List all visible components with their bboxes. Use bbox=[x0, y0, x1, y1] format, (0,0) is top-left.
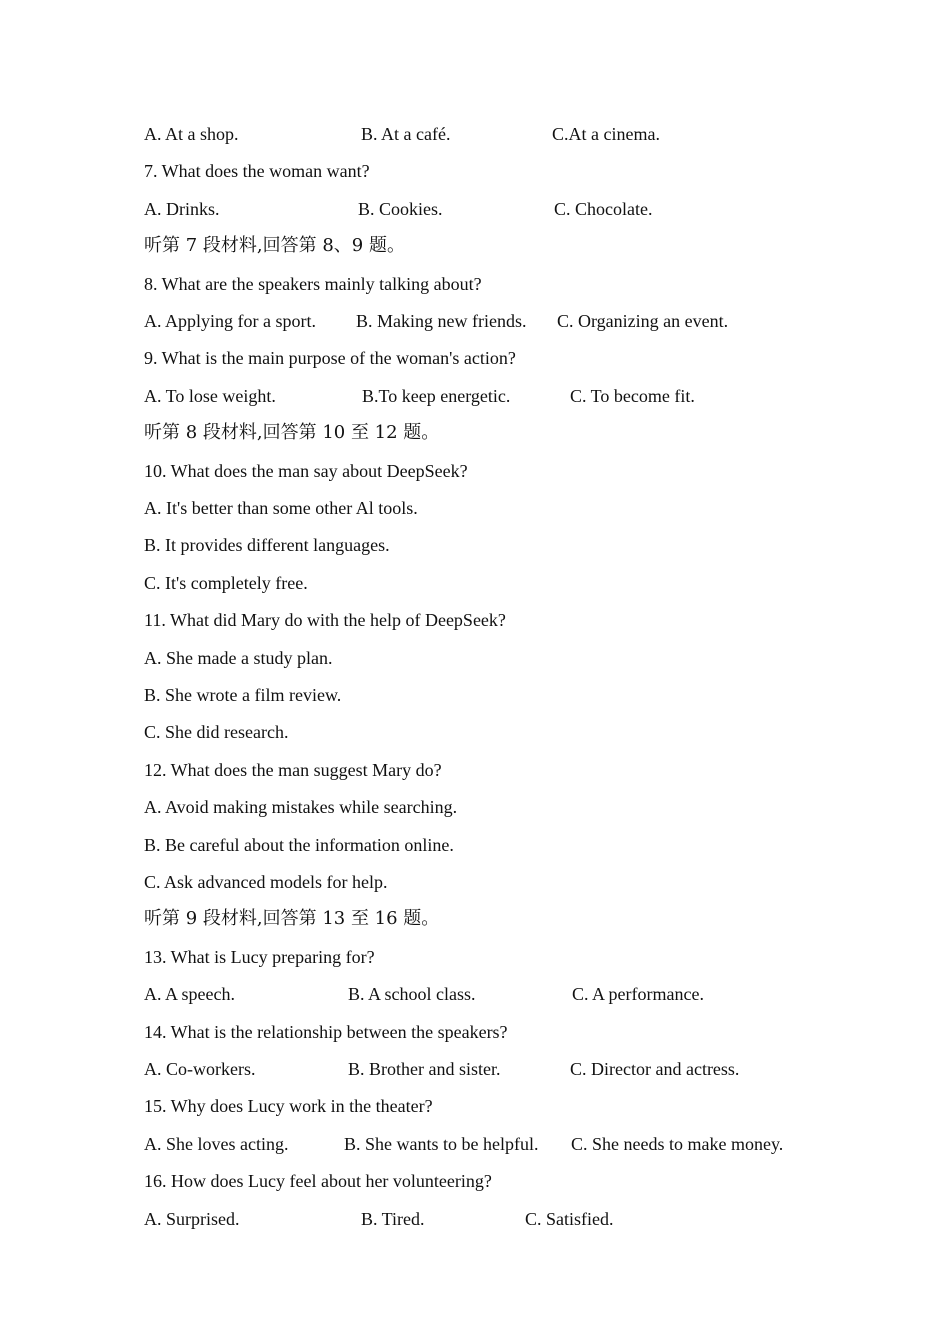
question: 9. What is the main purpose of the woman's action? bbox=[144, 348, 516, 368]
option-c: C. Director and actress. bbox=[570, 1059, 740, 1079]
section-heading: 听第 9 段材料,回答第 13 至 16 题。 bbox=[144, 908, 440, 929]
option-c: C.At a cinema. bbox=[552, 124, 660, 144]
option-a: A. Avoid making mistakes while searching. bbox=[144, 797, 458, 817]
option-b: B. Cookies. bbox=[358, 199, 443, 219]
option-a: A. She made a study plan. bbox=[144, 648, 333, 668]
option-b: B.To keep energetic. bbox=[362, 386, 511, 406]
option-a: A. Drinks. bbox=[144, 199, 220, 219]
option-b: B. Be careful about the information online. bbox=[144, 835, 454, 855]
option-c: C. Organizing an event. bbox=[557, 311, 729, 331]
option-c: C. To become fit. bbox=[570, 386, 695, 406]
option-b: B. At a café. bbox=[361, 124, 451, 144]
option-b: B. Tired. bbox=[361, 1209, 425, 1229]
option-c: C. Ask advanced models for help. bbox=[144, 872, 388, 892]
option-b: B. It provides different languages. bbox=[144, 535, 390, 555]
option-b: B. Brother and sister. bbox=[348, 1059, 501, 1079]
question: 16. How does Lucy feel about her volunteering? bbox=[144, 1171, 492, 1191]
option-a: A. She loves acting. bbox=[144, 1134, 289, 1154]
option-c: C. It's completely free. bbox=[144, 573, 308, 593]
option-a: A. At a shop. bbox=[144, 124, 239, 144]
question: 11. What did Mary do with the help of DeepSeek? bbox=[144, 610, 506, 630]
option-a: A. Co-workers. bbox=[144, 1059, 256, 1079]
option-c: C. She did research. bbox=[144, 722, 289, 742]
section-heading: 听第 8 段材料,回答第 10 至 12 题。 bbox=[144, 422, 440, 443]
question: 15. Why does Lucy work in the theater? bbox=[144, 1096, 433, 1116]
question: 8. What are the speakers mainly talking about? bbox=[144, 274, 482, 294]
option-c: C. Satisfied. bbox=[525, 1209, 614, 1229]
option-a: A. It's better than some other Al tools. bbox=[144, 498, 418, 518]
option-b: B. She wrote a film review. bbox=[144, 685, 342, 705]
option-a: A. Applying for a sport. bbox=[144, 311, 316, 331]
option-b: B. Making new friends. bbox=[356, 311, 527, 331]
question: 7. What does the woman want? bbox=[144, 161, 370, 181]
option-a: A. Surprised. bbox=[144, 1209, 240, 1229]
question: 10. What does the man say about DeepSeek? bbox=[144, 461, 468, 481]
question: 14. What is the relationship between the speakers? bbox=[144, 1022, 508, 1042]
option-c: C. She needs to make money. bbox=[571, 1134, 784, 1154]
section-heading: 听第 7 段材料,回答第 8、9 题。 bbox=[144, 235, 405, 256]
option-a: A. To lose weight. bbox=[144, 386, 276, 406]
option-a: A. A speech. bbox=[144, 984, 235, 1004]
option-c: C. Chocolate. bbox=[554, 199, 653, 219]
question: 13. What is Lucy preparing for? bbox=[144, 947, 375, 967]
option-c: C. A performance. bbox=[572, 984, 704, 1004]
option-b: B. She wants to be helpful. bbox=[344, 1134, 539, 1154]
question: 12. What does the man suggest Mary do? bbox=[144, 760, 442, 780]
option-b: B. A school class. bbox=[348, 984, 476, 1004]
